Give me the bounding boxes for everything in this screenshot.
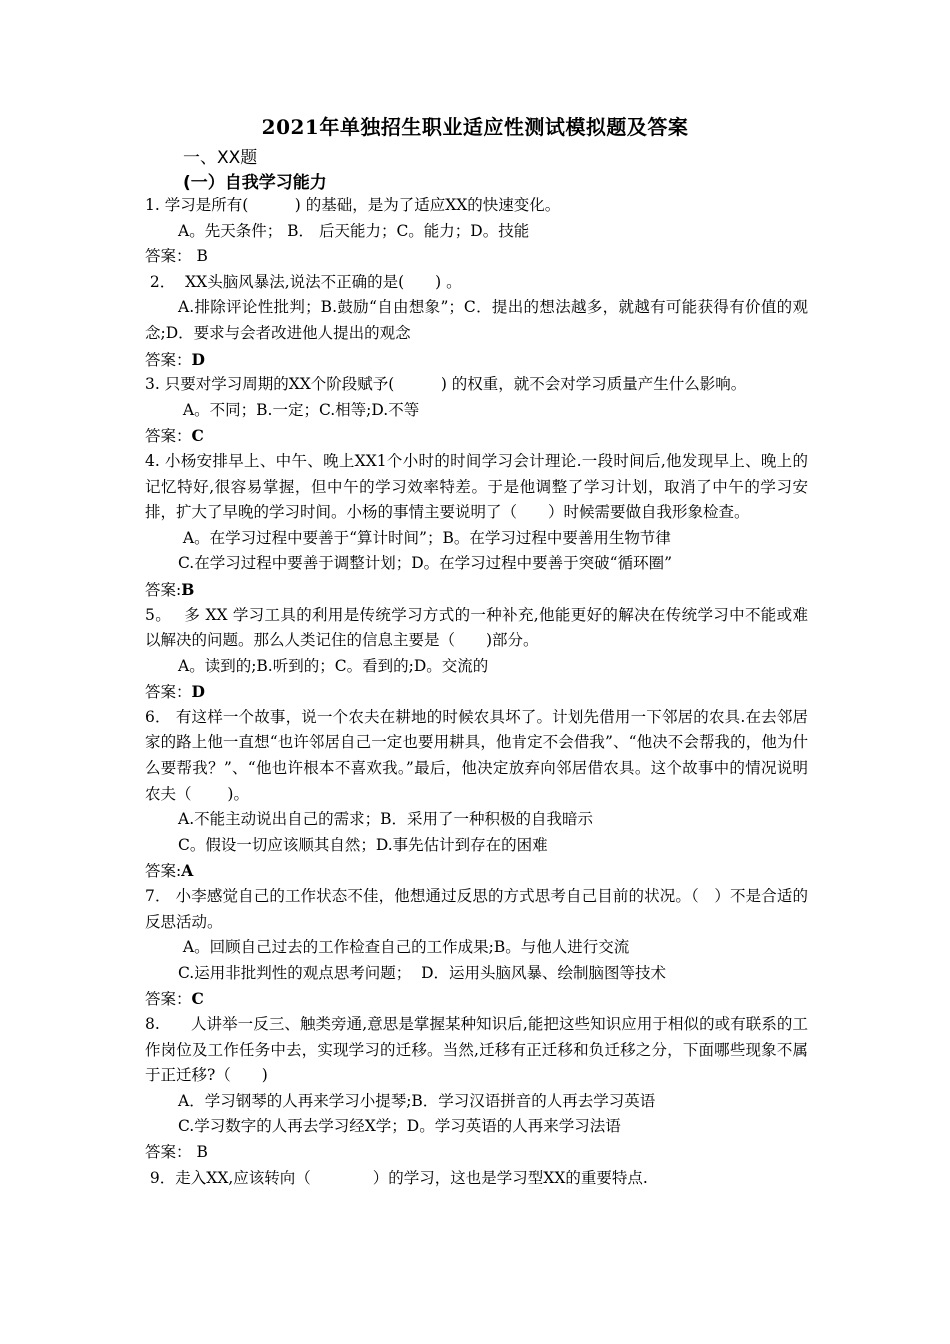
question-2-stem: 2． XX头脑风暴法,说法不正确的是( ) 。 bbox=[145, 272, 462, 291]
question-6-option-line-1: A.不能主动说出自己的需求；B．采用了一种积极的自我暗示 bbox=[178, 810, 594, 829]
question-7-option-line-1: A。回顾自己过去的工作检查自己的工作成果;B。与他人进行交流 bbox=[178, 938, 630, 957]
question-8-option-line-2: C.学习数字的人再去学习经X学；D。学习英语的人再来学习法语 bbox=[178, 1117, 621, 1136]
question-1-options: A。先天条件； B． 后天能力；C。能力；D。技能 bbox=[178, 221, 530, 240]
question-1-stem: 1. 学习是所有( ) 的基础，是为了适应XX的快速变化。 bbox=[145, 196, 561, 214]
question-4-answer bbox=[145, 577, 808, 603]
document-title: 2021年单独招生职业适应性测试模拟题及答案 bbox=[261, 115, 689, 139]
answer-value: D bbox=[191, 682, 205, 702]
question-3-answer bbox=[145, 423, 808, 449]
answer-label: 答案： bbox=[145, 1142, 192, 1161]
question-7-answer bbox=[145, 986, 808, 1012]
question-7-stem: 7． 小李感觉自己的工作状态不佳，他想通过反思的方式思考自己目前的状况。（ ）不是合适的反思活动。 bbox=[145, 887, 808, 931]
answer-value: D bbox=[191, 349, 205, 369]
answer-label: 答案： bbox=[145, 350, 192, 369]
section-heading: 一、XX题 bbox=[183, 148, 258, 168]
question-5-options: A。读到的;B.听到的；C。看到的;D。交流的 bbox=[178, 656, 489, 675]
answer-value: C bbox=[191, 989, 204, 1009]
question-2-answer bbox=[145, 347, 808, 373]
question-6-option-line-2: C。假设一切应该顺其自然；D.事先估计到存在的困难 bbox=[178, 835, 548, 854]
question-5-answer bbox=[145, 679, 808, 705]
question-5-stem: 5。 多 XX 学习工具的利用是传统学习方式的一种补充,他能更好的解决在传统学习中不能或难以解决的问题。那么人类记住的信息主要是（ )部分。 bbox=[145, 605, 808, 650]
question-8-stem: 8. 人讲举一反三、触类旁通,意思是掌握某种知识后,能把这些知识应用于相似的或有联系的工作岗位及工作任务中去，实现学习的迁移。当然,迁移有正迁移和负迁移之分，下面哪些现象不属于正迁移?（ ) bbox=[145, 1015, 808, 1085]
question-2-options: A.排除评论性批判；B.鼓励“自由想象”；C．提出的想法越多，就越有可能获得有价值的观念;D．要求与会者改进他人提出的观念 bbox=[145, 298, 808, 342]
answer-value: B bbox=[196, 1142, 208, 1161]
question-4-option-line-1: A。在学习过程中要善于“算计时间”；B。在学习过程中要善用生物节律 bbox=[178, 528, 671, 547]
answer-label: 答案： bbox=[145, 683, 192, 702]
question-6-answer bbox=[145, 858, 808, 884]
question-8-option-line-1: A．学习钢琴的人再来学习小提琴;B．学习汉语拼音的人再去学习英语 bbox=[178, 1091, 656, 1110]
question-3-options: A。不同；B.一定；C.相等;D.不等 bbox=[178, 400, 420, 419]
answer-value: B bbox=[196, 247, 208, 266]
question-list bbox=[145, 193, 808, 1191]
answer-value: C bbox=[191, 426, 204, 446]
answer-label: 答案： bbox=[145, 247, 192, 266]
question-8-answer bbox=[145, 1140, 808, 1166]
question-4-option-line-2: C.在学习过程中要善于调整计划；D。在学习过程中要善于突破“循环圈” bbox=[178, 554, 673, 573]
answer-label: 答案： bbox=[145, 427, 192, 446]
question-7-option-line-2: C.运用非批判性的观点思考问题； D．运用头脑风暴、绘制脑图等技术 bbox=[178, 963, 667, 982]
answer-label: 答案: bbox=[145, 862, 182, 881]
answer-label: 答案: bbox=[145, 580, 182, 599]
question-3-stem: 3. 只要对学习周期的XX个阶段赋予( ) 的权重，就不会对学习质量产生什么影响。 bbox=[145, 375, 747, 394]
question-1-answer bbox=[145, 244, 808, 270]
question-4-stem: 4. 小杨安排早上、中午、晚上XX1个小时的时间学习会计理论.一段时间后,他发现早上、晚上的记忆特好,很容易掌握，但中午的学习效率特差。于是他调整了学习计划，取消了中午的学习安排，扩大了早晚的学习时间。小杨的事情主要说明了（ ）时候需要做自我形象检查。 bbox=[145, 451, 808, 522]
answer-value: A bbox=[181, 861, 194, 881]
question-9-stem: 9．走入XX,应该转向（ ）的学习，这也是学习型XX的重要特点. bbox=[145, 1168, 648, 1187]
answer-value: B bbox=[181, 579, 195, 599]
answer-label: 答案： bbox=[145, 990, 192, 1009]
subsection-heading: (一）自我学习能力 bbox=[183, 173, 327, 193]
question-6-stem: 6． 有这样一个故事，说一个农夫在耕地的时候农具坏了。计划先借用一下邻居的农具.在去邻居家的路上他一直想“也许邻居自己一定也要用耕具，他肯定不会借我”、“他决不会帮我的，他为什么要帮我？”、“他也许根本不喜欢我。”最后，他决定放弃向邻居借农具。这个故事中的情况说明农夫（ )。 bbox=[145, 707, 808, 803]
